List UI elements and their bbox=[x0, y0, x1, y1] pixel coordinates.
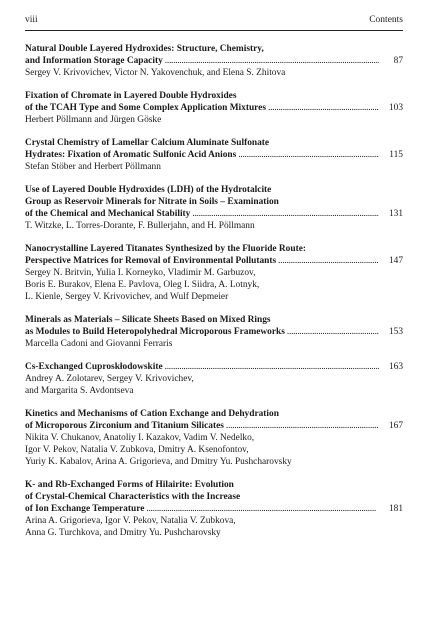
dot-leader bbox=[165, 361, 379, 373]
entry-title-text: of Microporous Zirconium and Titanium Silicates bbox=[25, 421, 224, 431]
entry-authors: and Margarita S. Avdontseva bbox=[25, 386, 134, 396]
entry-authors: Sergey V. Krivovichev, Victor N. Yakovenchuk, and Elena S. Zhitova bbox=[25, 68, 286, 78]
dot-leader bbox=[278, 255, 379, 267]
entry-title-line bbox=[25, 326, 403, 338]
entry-page-number: 131 bbox=[388, 209, 403, 219]
entry-title-line bbox=[25, 137, 403, 149]
entry-authors: Arina A. Grigorieva, Igor V. Pekov, Natalia V. Zubkova, bbox=[25, 516, 236, 526]
entry-title-line bbox=[25, 208, 403, 220]
running-header bbox=[25, 15, 403, 26]
header-rule bbox=[25, 30, 403, 31]
entry-title-text: Minerals as Materials – Silicate Sheets Based on Mixed Rings bbox=[25, 315, 271, 325]
entry-authors: T. Witzke, L. Torres-Dorante, F. Bullerjahn, and H. Pöllmann bbox=[25, 221, 255, 231]
entry-page-number: 181 bbox=[388, 504, 403, 514]
toc-entry bbox=[25, 314, 403, 350]
section-label: Contents bbox=[369, 15, 403, 25]
entry-title-text: of Ion Exchange Temperature bbox=[25, 504, 145, 514]
entry-title-line bbox=[25, 196, 403, 208]
entry-authors: Stefan Stöber and Herbert Pöllmann bbox=[25, 162, 161, 172]
entry-title-text: of Crystal-Chemical Characteristics with the Increase bbox=[25, 492, 241, 502]
entry-title-text: and Information Storage Capacity bbox=[25, 56, 163, 66]
entry-title-text: as Modules to Build Heteropolyhedral Microporous Frameworks bbox=[25, 327, 285, 337]
toc-entry bbox=[25, 479, 403, 539]
entry-title-text: Perspective Matrices for Removal of Environmental Pollutants bbox=[25, 256, 277, 266]
entry-authors: Anna G. Turchkova, and Dmitry Yu. Pushcharovsky bbox=[25, 528, 221, 538]
dot-leader bbox=[287, 326, 379, 338]
entry-title-text: of the TCAH Type and Some Complex Application Mixtures bbox=[25, 103, 266, 113]
entry-page-number: 147 bbox=[388, 256, 403, 266]
entry-authors: Boris E. Burakov, Elena E. Pavlova, Oleg I. Siidra, A. Lotnyk, bbox=[25, 280, 260, 290]
entry-title-line bbox=[25, 55, 403, 67]
table-of-contents bbox=[25, 43, 403, 550]
entry-title-text: Cs-Exchanged Cuproskłodowskite bbox=[25, 362, 163, 372]
dot-leader bbox=[165, 55, 379, 67]
entry-authors: Igor V. Pekov, Natalia V. Zubkova, Dmitry A. Ksenofontov, bbox=[25, 445, 249, 455]
entry-title-text: Natural Double Layered Hydroxides: Structure, Chemistry, bbox=[25, 44, 264, 54]
toc-entry bbox=[25, 408, 403, 468]
entry-page-number: 115 bbox=[389, 150, 403, 160]
entry-authors: Yuriy K. Kabalov, Arina A. Grigorieva, and Dmitry Yu. Pushcharovsky bbox=[25, 457, 292, 467]
entry-title-text: of the Chemical and Mechanical Stability bbox=[25, 209, 191, 219]
entry-page-number: 103 bbox=[388, 103, 403, 113]
dot-leader bbox=[238, 149, 379, 161]
entry-page-number: 167 bbox=[388, 421, 403, 431]
entry-title-line bbox=[25, 149, 403, 161]
entry-title-text: Fixation of Chromate in Layered Double Hydroxides bbox=[25, 91, 237, 101]
entry-title-line bbox=[25, 43, 403, 55]
entry-title-line bbox=[25, 503, 403, 515]
entry-page-number: 153 bbox=[388, 327, 403, 337]
entry-authors: Sergey N. Britvin, Yulia I. Korneyko, Vladimir M. Garbuzov, bbox=[25, 268, 256, 278]
entry-page-number: 163 bbox=[388, 362, 403, 372]
entry-title-line bbox=[25, 90, 403, 102]
entry-page-number: 87 bbox=[393, 56, 403, 66]
entry-title-line bbox=[25, 420, 403, 432]
toc-entry bbox=[25, 361, 403, 397]
entry-title-line bbox=[25, 479, 403, 491]
entry-title-text: Crystal Chemistry of Lamellar Calcium Aluminate Sulfonate bbox=[25, 138, 270, 148]
dot-leader bbox=[268, 102, 379, 114]
entry-title-text: Nanocrystalline Layered Titanates Synthesized by the Fluoride Route: bbox=[25, 244, 306, 254]
entry-title-text: Group as Reservoir Minerals for Nitrate in Soils – Examination bbox=[25, 197, 279, 207]
entry-title-line bbox=[25, 314, 403, 326]
entry-title-line bbox=[25, 255, 403, 267]
entry-title-line bbox=[25, 491, 403, 503]
entry-title-line bbox=[25, 102, 403, 114]
entry-title-text: Hydrates: Fixation of Aromatic Sulfonic Acid Anions bbox=[25, 150, 237, 160]
toc-entry bbox=[25, 243, 403, 303]
entry-authors: L. Kienle, Sergey V. Krivovichev, and Wulf Depmeier bbox=[25, 292, 229, 302]
entry-title-line bbox=[25, 408, 403, 420]
entry-authors: Herbert Pöllmann and Jürgen Göske bbox=[25, 115, 162, 125]
entry-title-line bbox=[25, 361, 403, 373]
toc-entry bbox=[25, 184, 403, 232]
toc-entry bbox=[25, 90, 403, 126]
toc-entry bbox=[25, 137, 403, 173]
entry-title-text: Kinetics and Mechanisms of Cation Exchange and Dehydration bbox=[25, 409, 279, 419]
dot-leader bbox=[146, 503, 379, 515]
entry-title-line bbox=[25, 184, 403, 196]
entry-authors: Nikita V. Chukanov, Anatoliy I. Kazakov, Vadim V. Nedelko, bbox=[25, 433, 255, 443]
dot-leader bbox=[192, 208, 379, 220]
dot-leader bbox=[226, 420, 379, 432]
entry-title-text: Use of Layered Double Hydroxides (LDH) of the Hydrotalcite bbox=[25, 185, 272, 195]
page-number-label: viii bbox=[25, 15, 38, 25]
entry-authors: Marcella Cadoni and Giovanni Ferraris bbox=[25, 339, 173, 349]
entry-title-line bbox=[25, 243, 403, 255]
entry-title-text: K- and Rb-Exchanged Forms of Hilairite: Evolution bbox=[25, 480, 234, 490]
entry-authors: Andrey A. Zolotarev, Sergey V. Krivovichev, bbox=[25, 374, 194, 384]
toc-entry bbox=[25, 43, 403, 79]
